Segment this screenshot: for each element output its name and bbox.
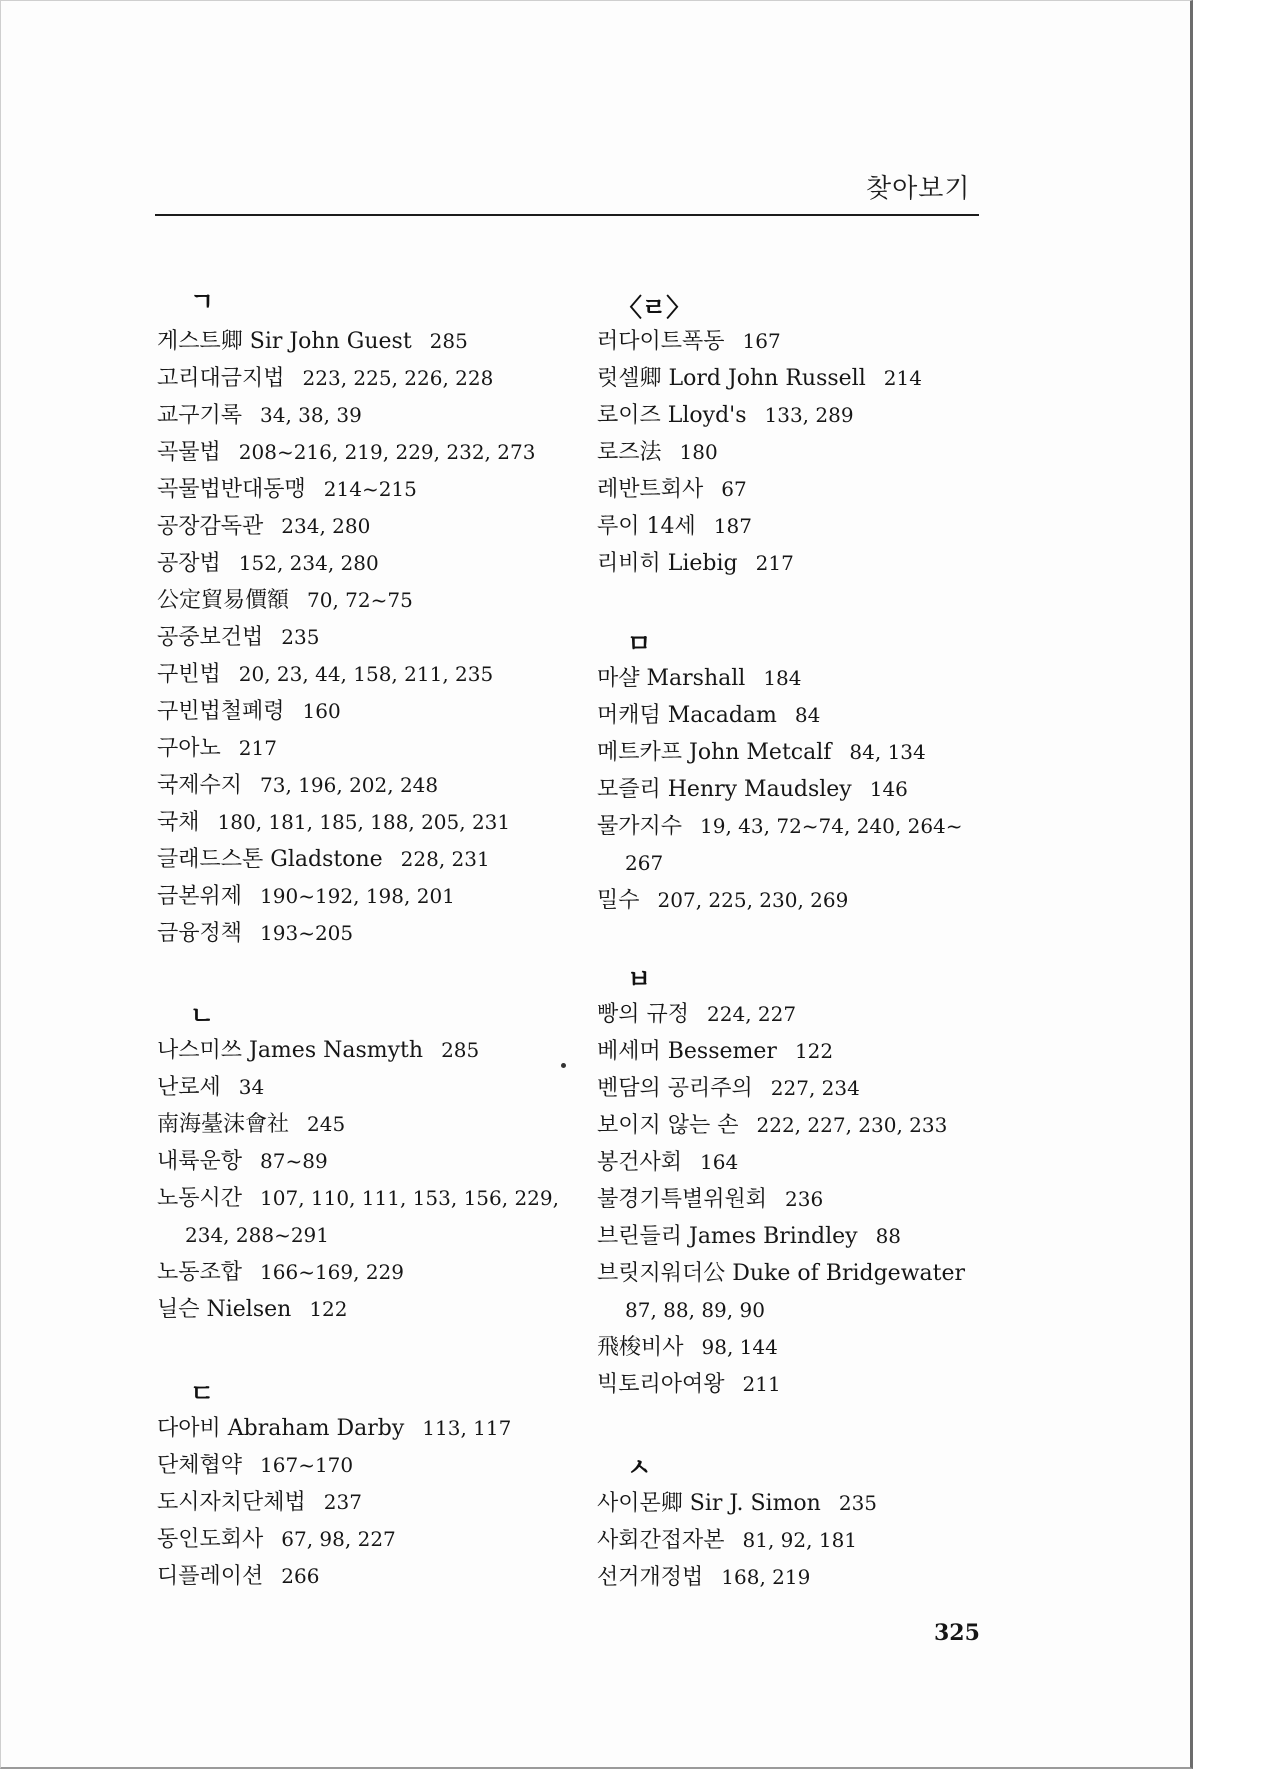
entry-pages: 34 (238, 1075, 265, 1099)
entry-term: 국제수지 (157, 773, 243, 798)
header-rule (155, 214, 979, 216)
entry-term: 단체협약 (157, 1453, 243, 1478)
entry-term: 동인도회사 (157, 1527, 264, 1552)
entry-term: 루이 14세 (597, 514, 696, 539)
entry-pages: 214~215 (323, 477, 417, 501)
index-entry (597, 1525, 857, 1556)
entry-pages: 160 (302, 699, 341, 723)
entry-pages: 267 (625, 851, 664, 875)
index-entry (597, 774, 908, 805)
index-entry (157, 1450, 353, 1481)
index-entry (597, 737, 926, 768)
entry-term: 다아비 Abraham Darby (157, 1416, 405, 1441)
entry-term: 금본위제 (157, 884, 243, 909)
index-entry (157, 770, 438, 801)
index-entry (157, 1035, 479, 1066)
entry-pages: 223, 225, 226, 228 (302, 366, 494, 390)
entry-term: 리비히 Liebig (597, 551, 738, 576)
entry-pages: 164 (700, 1150, 739, 1174)
index-entry (597, 1369, 781, 1400)
entry-term: 로이즈 Lloyd's (597, 403, 747, 428)
index-entry (157, 1561, 319, 1592)
entry-pages: 167~170 (260, 1453, 354, 1477)
entry-term: 메트카프 John Metcalf (597, 740, 832, 765)
entry-pages: 217 (238, 736, 277, 760)
index-entry-continuation (597, 848, 663, 879)
entry-pages: 187 (713, 514, 752, 538)
entry-pages: 222, 227, 230, 233 (756, 1113, 948, 1137)
entry-term: 국채 (157, 810, 200, 835)
entry-pages: 245 (307, 1112, 346, 1136)
index-entry (597, 548, 794, 579)
entry-term: 브린들리 James Brindley (597, 1224, 858, 1249)
entry-term: 빵의 규정 (597, 1002, 690, 1027)
entry-pages: 227, 234 (770, 1076, 860, 1100)
index-entry (597, 999, 796, 1030)
entry-pages: 224, 227 (707, 1002, 797, 1026)
entry-term: 브릿지워더公 Duke of Bridgewater (597, 1261, 966, 1286)
index-entry (157, 511, 370, 542)
index-entry (157, 807, 510, 838)
index-entry (597, 1332, 778, 1363)
entry-term: 럿셀卿 Lord John Russell (597, 366, 866, 391)
entry-term: 사이몬卿 Sir J. Simon (597, 1491, 821, 1516)
entry-term: 글래드스톤 Gladstone (157, 847, 383, 872)
section-heading: ㅁ (627, 629, 652, 658)
entry-term: 베세머 Bessemer (597, 1039, 777, 1064)
entry-term: 구빈법 (157, 662, 221, 687)
entry-term: 공장법 (157, 551, 221, 576)
index-entry (597, 700, 820, 731)
entry-term: 교구기록 (157, 403, 243, 428)
entry-term: 고리대금지법 (157, 366, 285, 391)
entry-pages: 235 (838, 1491, 878, 1515)
entry-term: 공장감독관 (157, 514, 264, 539)
entry-pages: 236 (785, 1187, 824, 1211)
index-entry (157, 918, 353, 949)
entry-term: 디플레이션 (157, 1564, 264, 1589)
index-entry (597, 1258, 983, 1289)
index-entry (157, 326, 468, 357)
index-entry (597, 1147, 738, 1178)
entry-pages: 98, 144 (701, 1335, 778, 1359)
index-entry (157, 1183, 559, 1214)
index-entry (157, 659, 493, 690)
page-number: 325 (934, 1620, 980, 1646)
entry-pages: 34, 38, 39 (260, 403, 362, 427)
entry-term: 곡물법반대동맹 (157, 477, 306, 502)
entry-term: 마샬 Marshall (597, 666, 746, 691)
entry-pages: 107, 110, 111, 153, 156, 229, (260, 1186, 559, 1210)
entry-term: 러다이트폭동 (597, 329, 725, 354)
index-entry (157, 1413, 511, 1444)
index-entry (597, 1036, 833, 1067)
entry-term: 물가지수 (597, 814, 683, 839)
entry-term: 불경기특별위원회 (597, 1187, 768, 1212)
index-entry (157, 400, 362, 431)
entry-pages: 81, 92, 181 (742, 1528, 858, 1552)
entry-pages: 208~216, 219, 229, 232, 273 (238, 440, 536, 464)
index-entry (597, 811, 963, 842)
entry-pages: 237 (323, 1490, 362, 1514)
entry-term: 로즈法 (597, 440, 662, 465)
index-entry-continuation (597, 1295, 765, 1326)
entry-pages: 211 (742, 1372, 781, 1396)
index-entry (157, 881, 455, 912)
entry-pages: 73, 196, 202, 248 (260, 773, 439, 797)
index-entry (597, 400, 854, 431)
entry-pages: 266 (281, 1564, 320, 1588)
index-entry (157, 548, 379, 579)
entry-pages: 234, 280 (281, 514, 371, 538)
entry-pages: 20, 23, 44, 158, 211, 235 (238, 662, 494, 686)
entry-term: 南海䑓沫會社 (157, 1112, 290, 1137)
section-heading: ㄷ (190, 1379, 215, 1408)
entry-term: 사회간접자본 (597, 1528, 725, 1553)
index-entry (597, 663, 802, 694)
entry-pages: 235 (281, 625, 320, 649)
entry-pages: 190~192, 198, 201 (260, 884, 455, 908)
scan-speck (561, 1063, 566, 1068)
index-entry (157, 1146, 328, 1177)
index-entry-continuation (157, 1220, 329, 1251)
entry-term: 닐슨 Nielsen (157, 1297, 292, 1322)
index-entry (597, 1184, 823, 1215)
entry-pages: 84, 134 (849, 740, 926, 764)
entry-term: 선거개정법 (597, 1565, 704, 1590)
entry-pages: 207, 225, 230, 269 (657, 888, 849, 912)
entry-pages: 70, 72~75 (307, 588, 413, 612)
index-entry (157, 1294, 348, 1325)
index-entry (157, 1257, 404, 1288)
index-entry (597, 1221, 901, 1252)
index-entry (157, 696, 341, 727)
section-heading: ㄱ (190, 287, 215, 316)
index-entry (157, 733, 277, 764)
entry-term: 노동시간 (157, 1186, 243, 1211)
entry-pages: 184 (763, 666, 802, 690)
entry-term: 노동조합 (157, 1260, 243, 1285)
entry-term: 나스미쓰 James Nasmyth (157, 1038, 424, 1063)
entry-pages: 193~205 (260, 921, 354, 945)
index-entry (157, 1487, 362, 1518)
entry-pages: 168, 219 (721, 1565, 811, 1589)
entry-term: 벤담의 공리주의 (597, 1076, 753, 1101)
index-entry (157, 1109, 345, 1140)
section-heading: ㅅ (627, 1453, 652, 1482)
entry-term: 봉건사회 (597, 1150, 683, 1175)
running-head: 찾아보기 (866, 174, 971, 204)
entry-pages: 166~169, 229 (260, 1260, 405, 1284)
entry-pages: 152, 234, 280 (238, 551, 379, 575)
page-margin (1196, 0, 1271, 1773)
entry-term: 구빈법철폐령 (157, 699, 285, 724)
index-entry (157, 585, 413, 616)
entry-term: 금융정책 (157, 921, 243, 946)
index-entry (157, 363, 493, 394)
section-heading: ㄴ (190, 1001, 215, 1030)
index-entry (157, 622, 319, 653)
index-entry (157, 437, 535, 468)
entry-term: 내륙운항 (157, 1149, 243, 1174)
entry-term: 보이지 않는 손 (597, 1113, 739, 1138)
entry-term: 난로세 (157, 1075, 221, 1100)
entry-pages: 180, 181, 185, 188, 205, 231 (217, 810, 511, 834)
entry-pages: 217 (755, 551, 794, 575)
index-entry (597, 885, 848, 916)
index-entry (597, 437, 718, 468)
entry-pages: 122 (309, 1297, 348, 1321)
entry-pages: 285 (441, 1038, 480, 1062)
entry-pages: 214 (883, 366, 922, 390)
index-entry (157, 474, 417, 505)
entry-pages: 19, 43, 72~74, 240, 264~ (700, 814, 963, 838)
entry-term: 도시자치단체법 (157, 1490, 306, 1515)
entry-term: 레반트회사 (597, 477, 704, 502)
entry-pages: 234, 288~291 (185, 1223, 329, 1247)
entry-term: 머캐덤 Macadam (597, 703, 777, 728)
index-entry (157, 1524, 396, 1555)
entry-pages: 67, 98, 227 (281, 1527, 396, 1551)
entry-pages: 133, 289 (764, 403, 854, 427)
section-heading: ㅂ (627, 965, 652, 994)
index-entry (597, 326, 781, 357)
entry-term: 곡물법 (157, 440, 221, 465)
entry-pages: 88 (875, 1224, 902, 1248)
entry-term: 공중보건법 (157, 625, 264, 650)
index-entry (597, 1110, 947, 1141)
index-entry (597, 1488, 877, 1519)
entry-pages: 122 (794, 1039, 834, 1063)
entry-term: 구아노 (157, 736, 221, 761)
entry-pages: 67 (721, 477, 747, 501)
index-entry (597, 363, 922, 394)
entry-pages: 146 (869, 777, 908, 801)
index-entry (597, 1562, 810, 1593)
index-entry (157, 1072, 264, 1103)
entry-term: 모즐리 Henry Maudsley (597, 777, 852, 802)
entry-pages: 285 (429, 329, 468, 353)
index-entry (597, 474, 747, 505)
index-entry (597, 511, 752, 542)
index-entry (597, 1073, 860, 1104)
entry-pages: 180 (679, 440, 718, 464)
entry-pages: 228, 231 (400, 847, 490, 871)
entry-pages: 87~89 (260, 1149, 328, 1173)
entry-term: 밀수 (597, 888, 640, 913)
entry-term: 飛梭비사 (597, 1335, 684, 1360)
entry-term: 公定貿易價額 (157, 588, 290, 613)
entry-term: 빅토리아여왕 (597, 1372, 725, 1397)
section-heading: 〈ㄹ〉 (617, 293, 692, 322)
entry-term: 게스트卿 Sir John Guest (157, 329, 412, 354)
entry-pages: 84 (794, 703, 821, 727)
entry-pages: 113, 117 (422, 1416, 512, 1440)
entry-pages: 167 (742, 329, 781, 353)
index-entry (157, 844, 490, 875)
entry-pages: 87, 88, 89, 90 (625, 1298, 765, 1322)
